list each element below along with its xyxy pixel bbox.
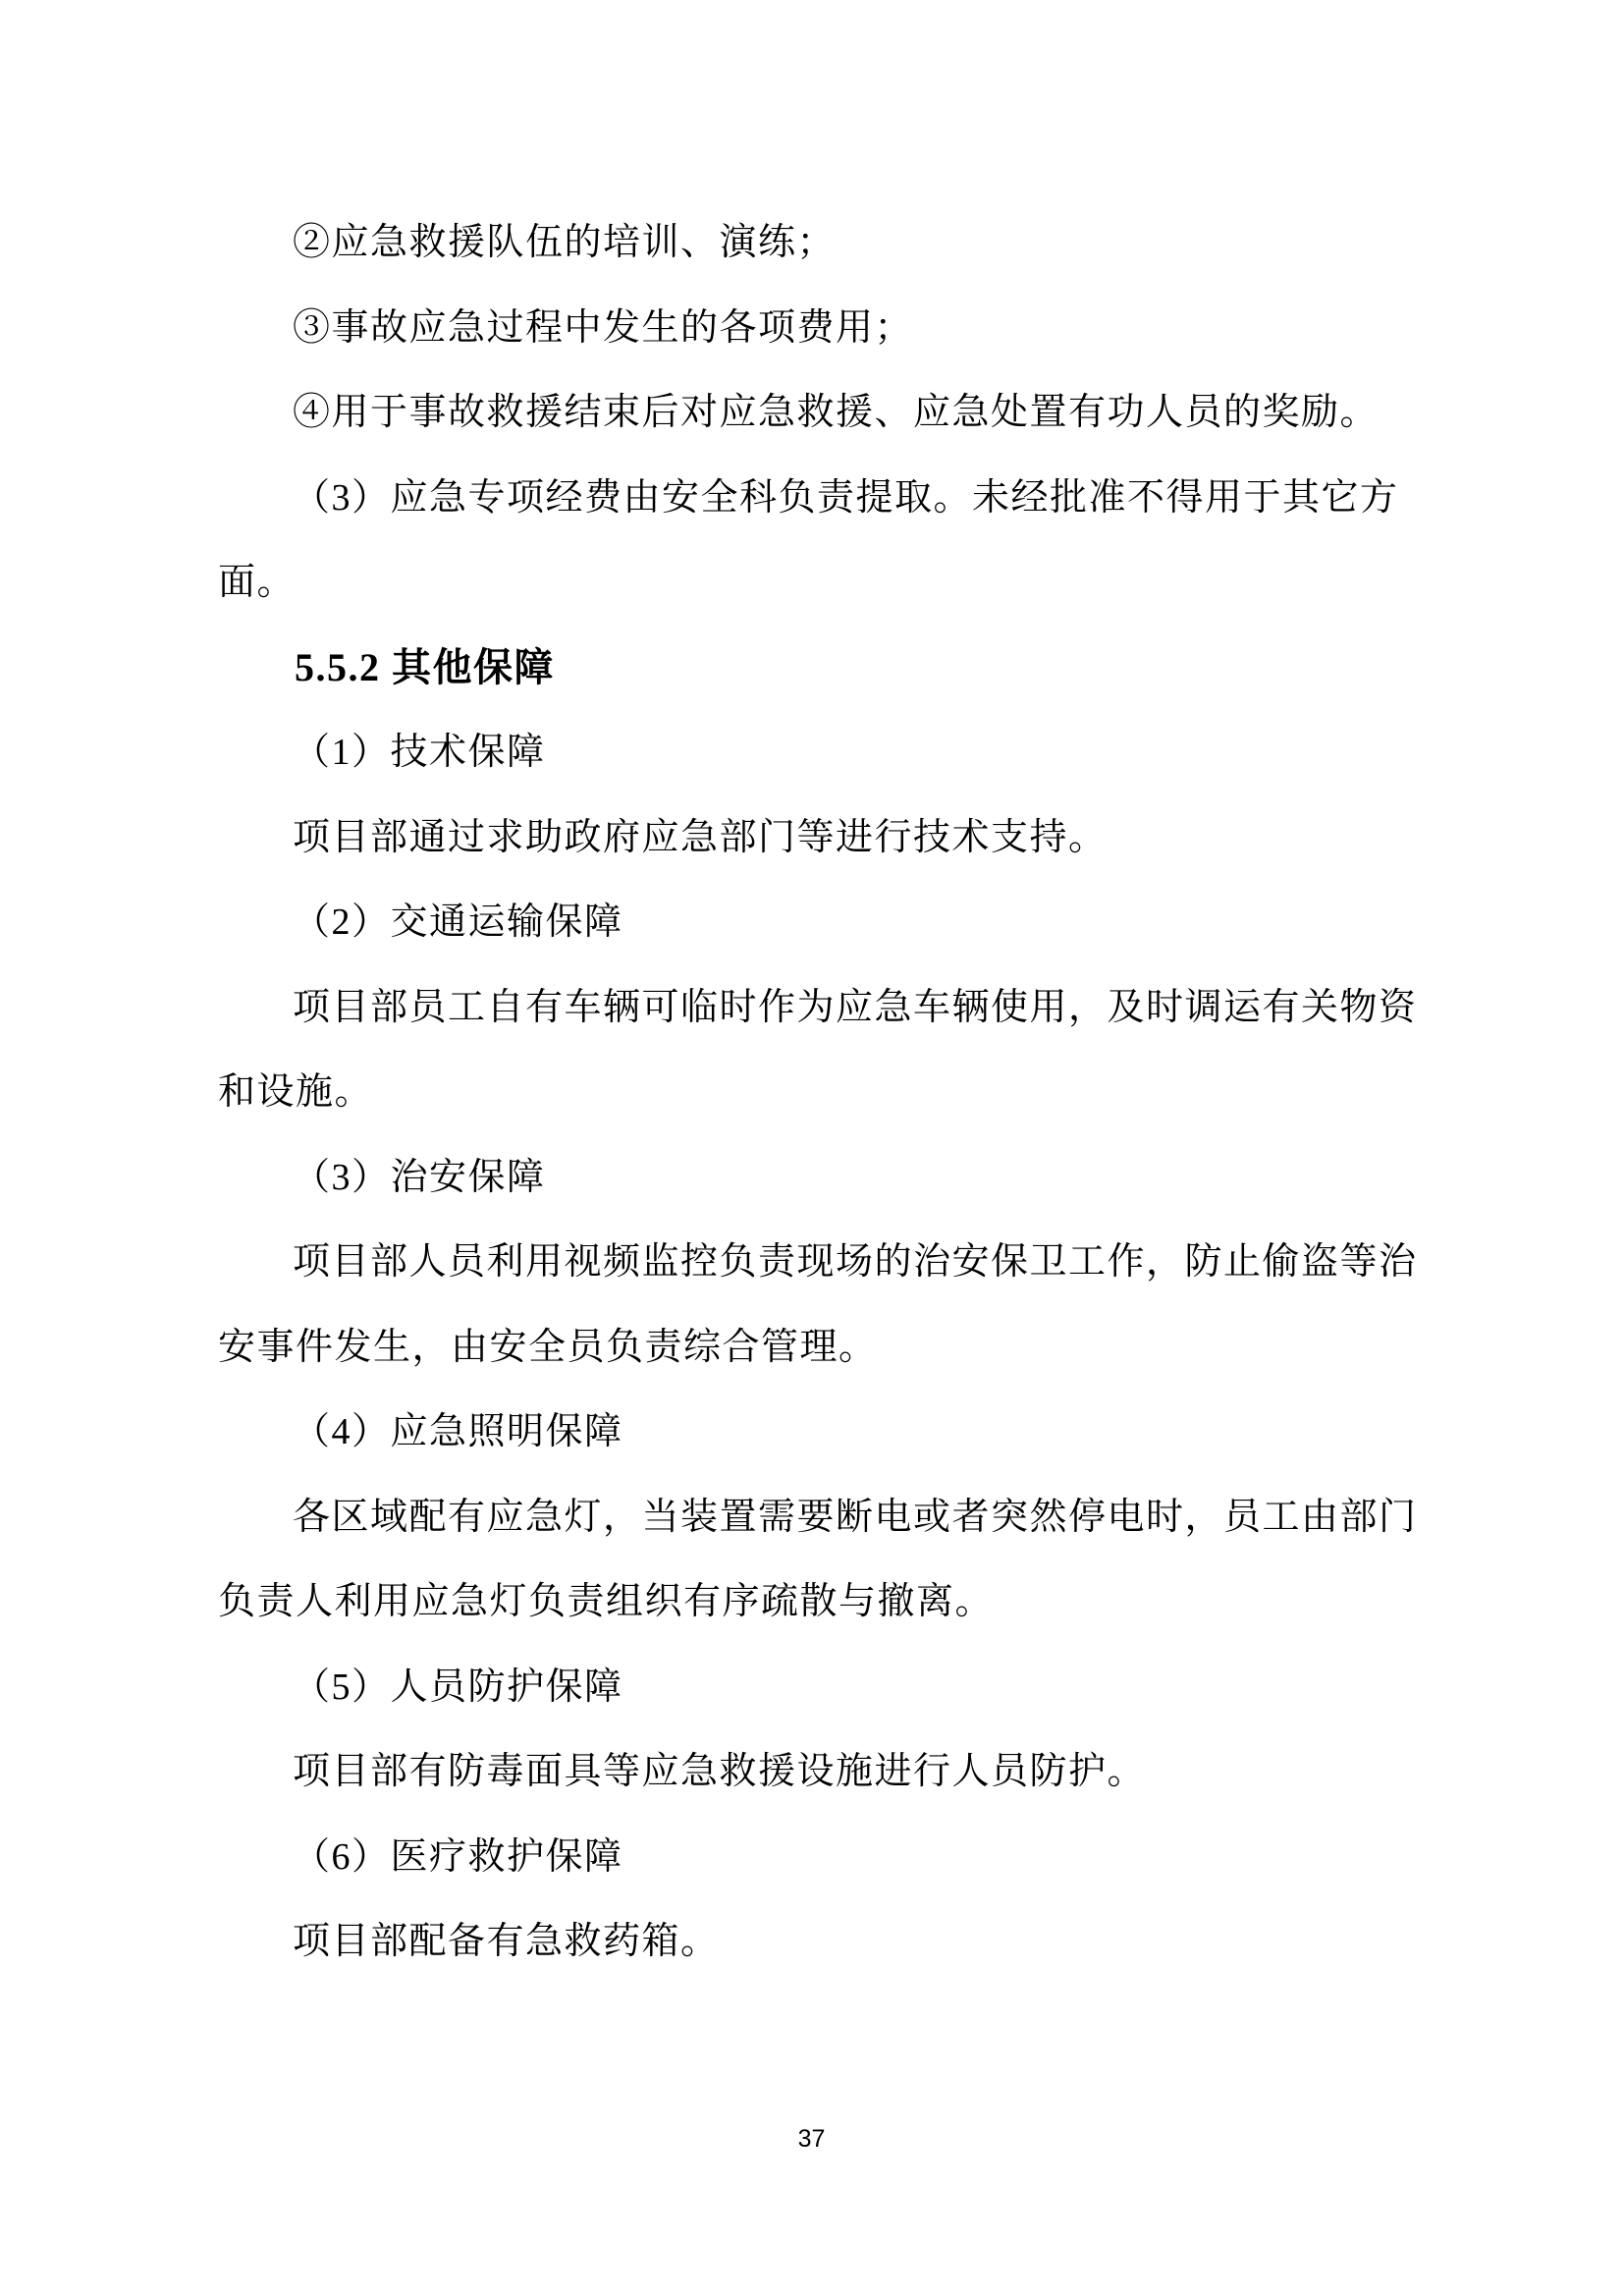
subitem-5-body: 项目部有防毒面具等应急救援设施进行人员防护。 — [293, 1751, 1147, 1792]
subitem-2-body-line-2: 和设施。 — [218, 1071, 374, 1113]
subitem-3-title: （3）治安保障 — [293, 1156, 546, 1198]
subitem-6-title: （6）医疗救护保障 — [293, 1835, 623, 1878]
page-number: 37 — [797, 2125, 826, 2153]
subitem-6-body: 项目部配备有急救药箱。 — [293, 1921, 720, 1962]
list-item-circled-4: ④用于事故救援结束后对应急救援、应急处置有功人员的奖励。 — [293, 392, 1380, 433]
subitem-3-body-line-2: 安事件发生，由安全员负责综合管理。 — [218, 1326, 878, 1368]
subitem-4-body-line-2: 负责人利用应急灯负责组织有序疏散与撤离。 — [218, 1581, 995, 1622]
subitem-1-title: （1）技术保障 — [293, 732, 546, 773]
subitem-3-body-line-1: 项目部人员利用视频监控负责现场的治安保卫工作，防止偷盗等治 — [293, 1241, 1418, 1283]
list-item-circled-2: ②应急救援队伍的培训、演练； — [293, 222, 837, 263]
subitem-5-title: （5）人员防护保障 — [293, 1666, 623, 1708]
subitem-1-body: 项目部通过求助政府应急部门等进行技术支持。 — [293, 816, 1108, 858]
subitem-2-title: （2）交通运输保障 — [293, 902, 623, 943]
section-heading: 5.5.2 其他保障 — [295, 644, 555, 689]
subitem-2-body-line-1: 项目部员工自有车辆可临时作为应急车辆使用，及时调运有关物资 — [293, 986, 1418, 1028]
document-body — [218, 200, 1418, 1985]
paragraph-funds-line-1: （3）应急专项经费由安全科负责提取。未经批准不得用于其它方 — [293, 476, 1399, 519]
subitem-4-title: （4）应急照明保障 — [293, 1411, 623, 1452]
subitem-4-body-line-1: 各区域配有应急灯，当装置需要断电或者突然停电时，员工由部门 — [293, 1496, 1418, 1538]
paragraph-funds-line-2: 面。 — [218, 562, 297, 603]
list-item-circled-3: ③事故应急过程中发生的各项费用； — [293, 306, 914, 349]
